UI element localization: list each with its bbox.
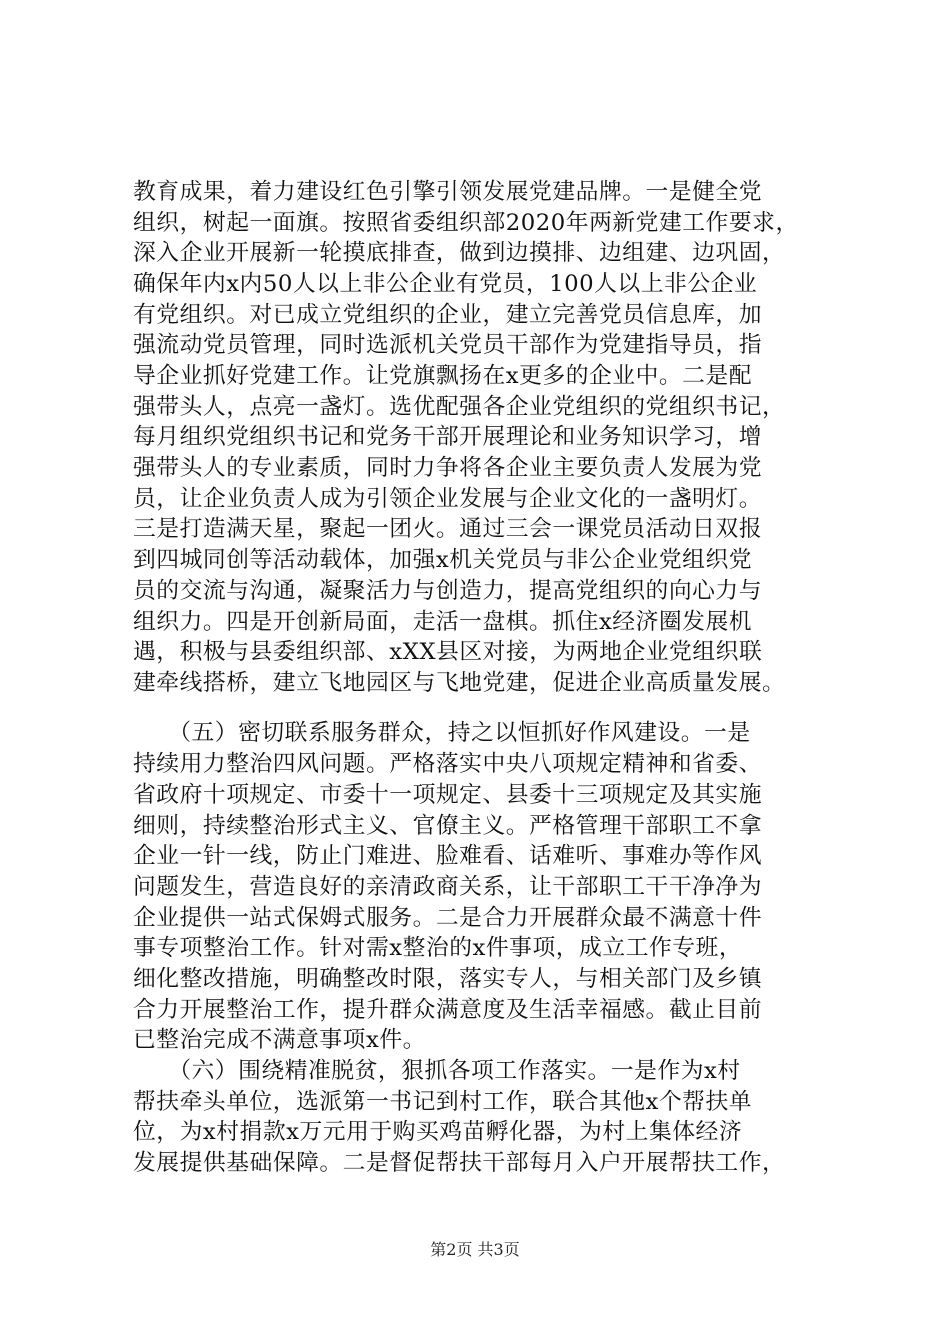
text-line: 有党组织。对已成立党组织的企业，建立完善党员信息库，加	[133, 301, 763, 328]
text-line: 员，让企业负责人成为引领企业发展与企业文化的一盏明灯。	[133, 485, 763, 512]
text-line: 发展提供基础保障。二是督促帮扶干部每月入户开展帮扶工作，	[133, 1150, 786, 1176]
text-line: 强流动党员管理，同时选派机关党员干部作为党建指导员，指	[133, 332, 763, 359]
text-line: 企业一针一线，防止门难进、脸难看、话难听、事难办等作风	[133, 843, 763, 870]
text-line: 教育成果，着力建设红色引擎引领发展党建品牌。一是健全党	[133, 179, 763, 205]
text-line: 合力开展整治工作，提升群众满意度及生活幸福感。截止目前	[133, 996, 763, 1023]
text-line: 位，为x村捐款x万元用于购买鸡苗孵化器，为村上集体经济	[133, 1119, 743, 1146]
text-line: （六）围绕精准脱贫，狠抓各项工作落实。一是作为x村	[133, 1057, 741, 1084]
text-line: 事专项整治工作。针对需x整治的x件事项，成立工作专班，	[133, 935, 743, 962]
text-line: 导企业抓好党建工作。让党旗飘扬在x更多的企业中。二是配	[133, 363, 753, 390]
text-line: 细化整改措施，明确整改时限，落实专人，与相关部门及乡镇	[133, 965, 763, 992]
text-line: 三是打造满天星，聚起一团火。通过三会一课党员活动日双报	[133, 516, 763, 543]
text-line: 持续用力整治四风问题。严格落实中央八项规定精神和省委、	[133, 751, 763, 778]
text-line: 每月组织党组织书记和党务干部开展理论和业务知识学习，增	[133, 424, 763, 451]
text-line: 到四城同创等活动载体，加强x机关党员与非公企业党组织党	[133, 547, 753, 574]
text-line: 强带头人的专业素质，同时力争将各企业主要负责人发展为党	[133, 455, 763, 482]
text-line: 深入企业开展新一轮摸底排查，做到边摸排、边组建、边巩固，	[133, 240, 786, 267]
text-line: 建牵线搭桥，建立飞地园区与飞地党建，促进企业高质量发展。	[133, 669, 786, 696]
text-line: 确保年内x内50人以上非公企业有党员，100人以上非公企业	[133, 271, 758, 298]
text-line: 强带头人，点亮一盏灯。选优配强各企业党组织的党组织书记，	[133, 393, 786, 420]
page-footer: 第2页 共3页	[430, 1240, 520, 1259]
text-line: （五）密切联系服务群众，持之以恒抓好作风建设。一是	[133, 720, 751, 747]
text-line: 已整治完成不满意事项x件。	[133, 1027, 426, 1054]
text-line: 细则，持续整治形式主义、官僚主义。严格管理干部职工不拿	[133, 812, 763, 839]
text-line: 企业提供一站式保姆式服务。二是合力开展群众最不满意十件	[133, 904, 763, 931]
text-line: 省政府十项规定、市委十一项规定、县委十三项规定及其实施	[133, 781, 763, 808]
text-line: 问题发生，营造良好的亲清政商关系，让干部职工干干净净为	[133, 873, 763, 900]
text-line: 遇，积极与县委组织部、xXX县区对接，为两地企业党组织联	[133, 639, 763, 666]
text-line: 帮扶牵头单位，选派第一书记到村工作，联合其他x个帮扶单	[133, 1088, 753, 1115]
text-line: 组织力。四是开创新局面，走活一盘棋。抓住x经济圈发展机	[133, 608, 753, 635]
text-line: 员的交流与沟通，凝聚活力与创造力，提高党组织的向心力与	[133, 577, 763, 604]
text-line: 组织，树起一面旗。按照省委组织部2020年两新党建工作要求，	[133, 209, 799, 236]
